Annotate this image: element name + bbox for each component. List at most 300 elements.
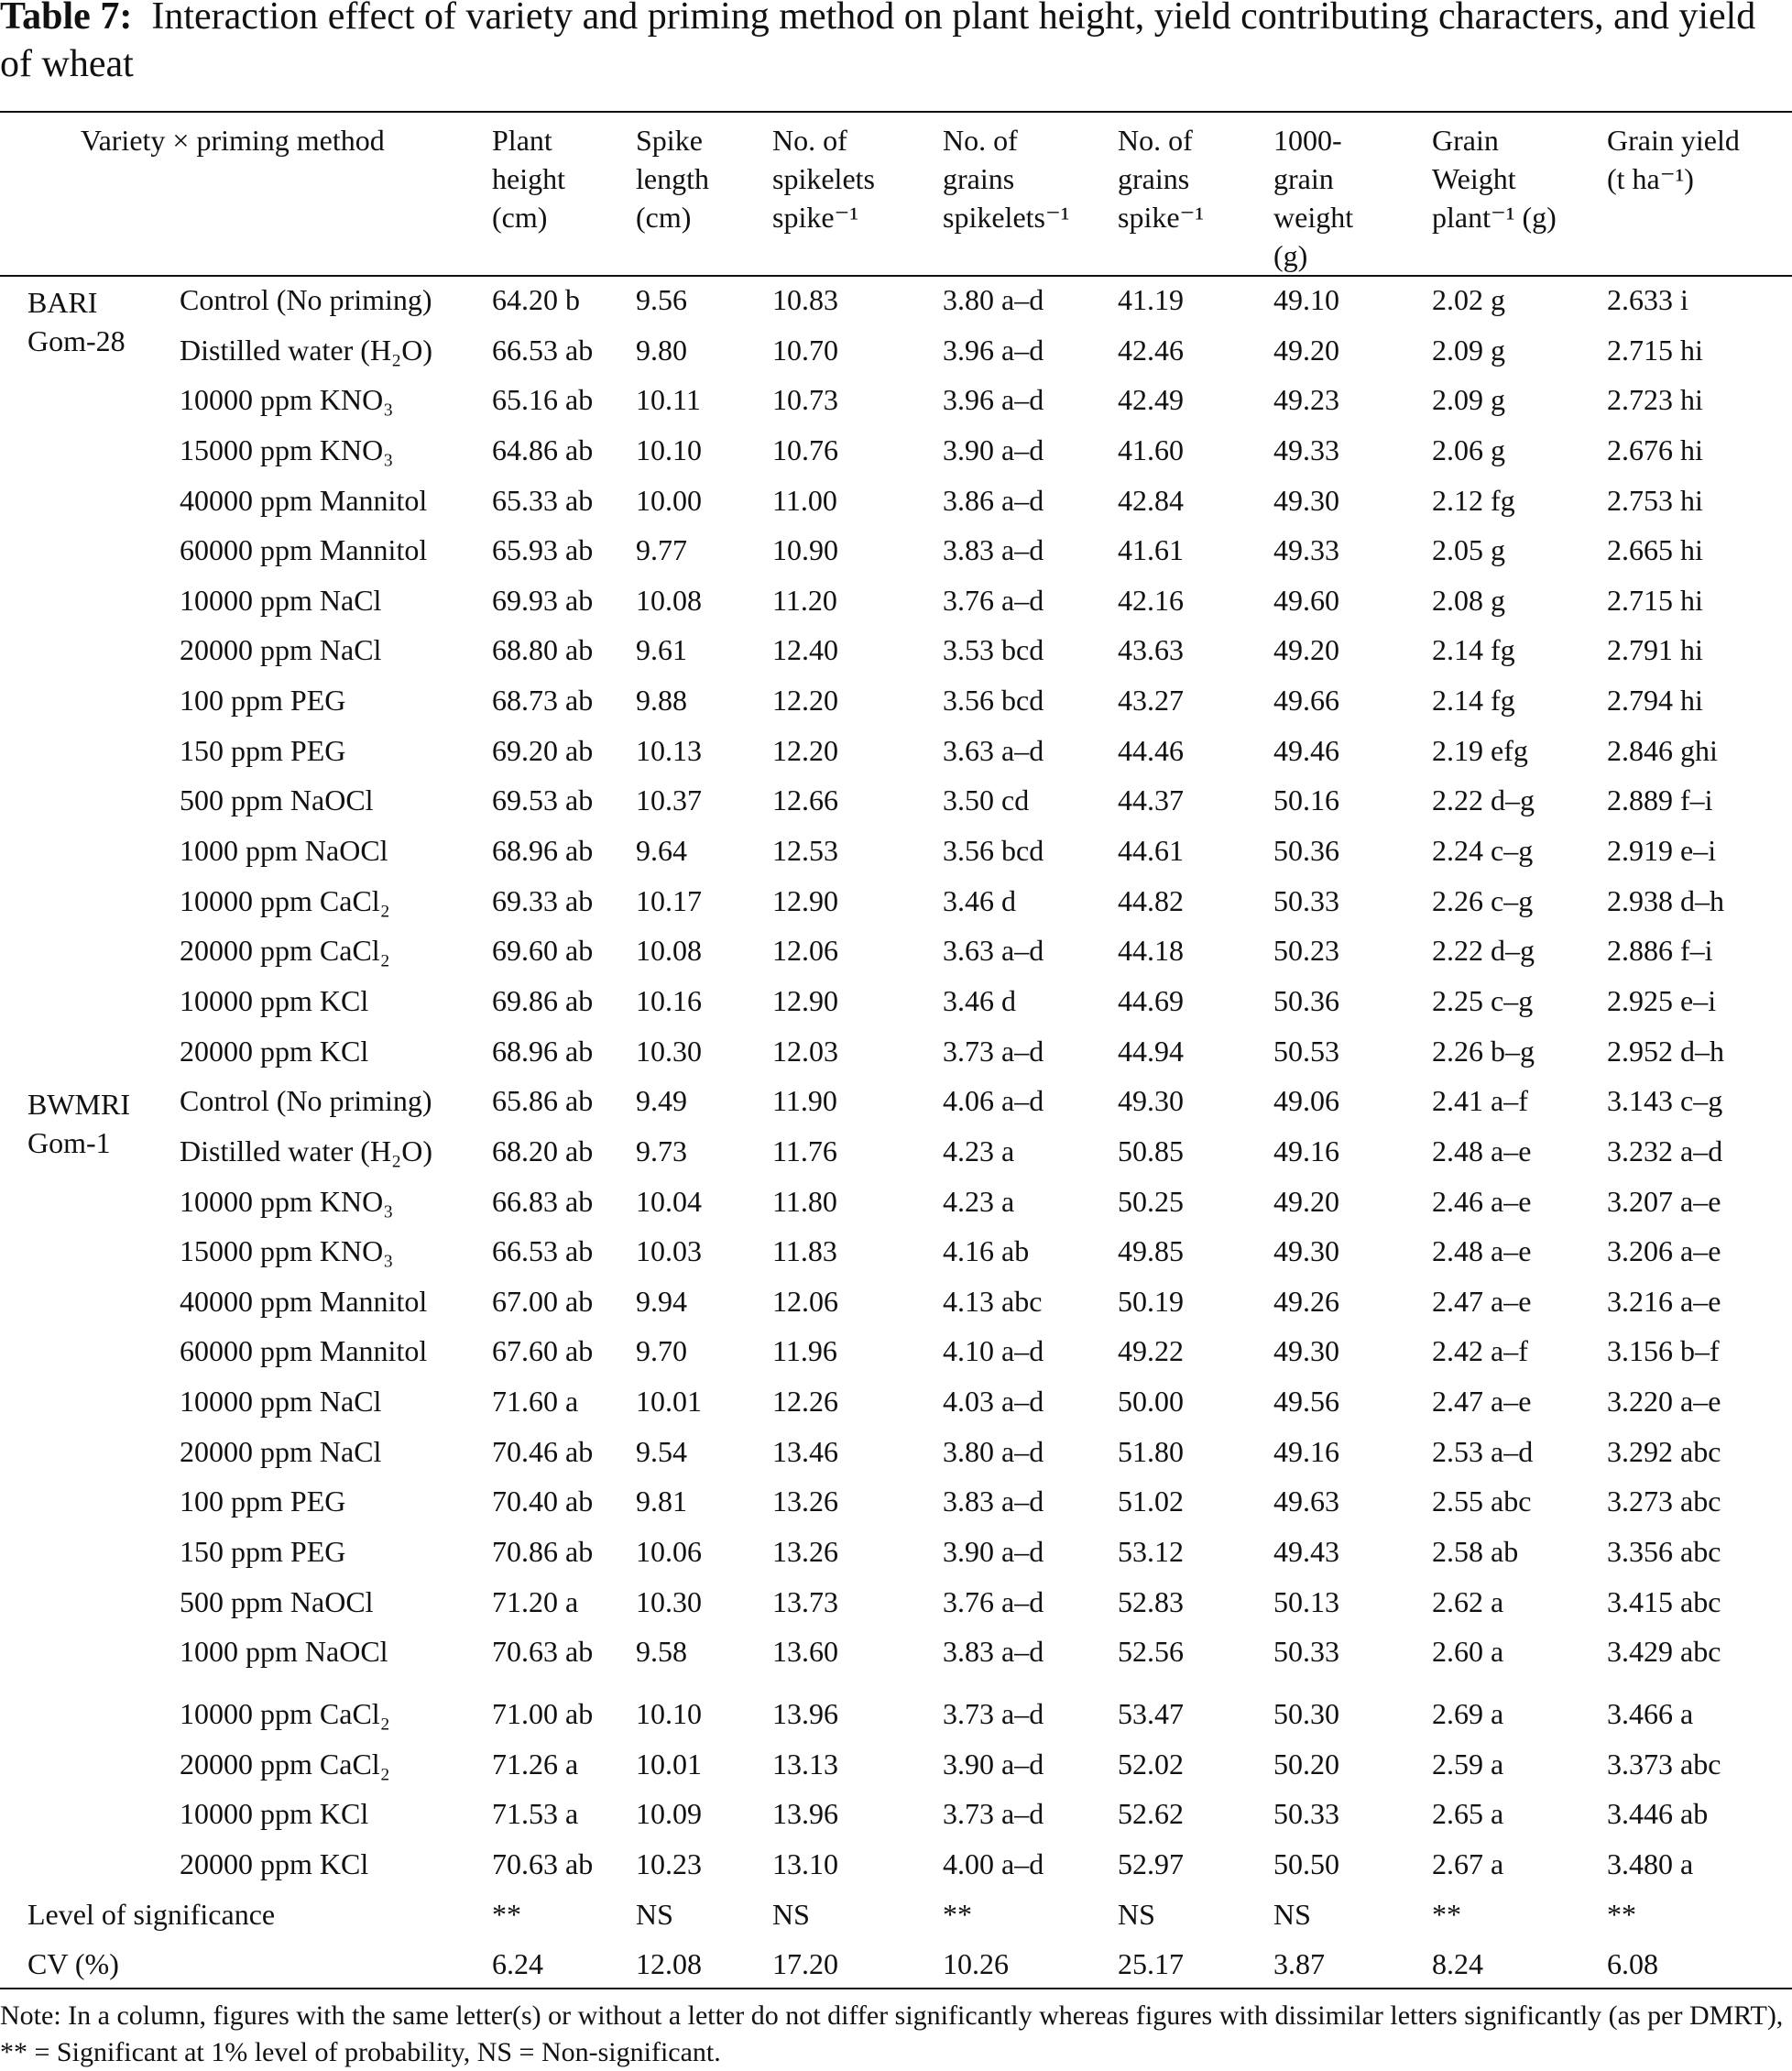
- value-cell: 4.23 a: [943, 1134, 1015, 1167]
- value-cell: 6.08: [1607, 1947, 1658, 1981]
- value-cell: 9.64: [636, 834, 687, 868]
- value-cell: 69.93 ab: [492, 583, 594, 617]
- treatment-cell: 20000 ppm CaCl₂: [180, 934, 390, 968]
- value-cell: 2.633 i: [1607, 283, 1688, 316]
- table-row: [0, 1627, 1792, 1677]
- value-cell: 69.53 ab: [492, 783, 594, 817]
- value-cell: 2.25 c–g: [1432, 983, 1534, 1017]
- value-cell: 65.93 ab: [492, 533, 594, 567]
- treatment-cell: 10000 ppm KCl: [180, 1797, 369, 1831]
- value-cell: 2.925 e–i: [1607, 983, 1717, 1017]
- value-cell: 12.20: [772, 733, 838, 767]
- value-cell: 71.60 a: [492, 1385, 579, 1419]
- value-cell: 49.22: [1118, 1334, 1184, 1368]
- value-cell: 13.96: [772, 1797, 838, 1831]
- value-cell: 50.19: [1118, 1284, 1184, 1318]
- value-cell: 9.94: [636, 1284, 687, 1318]
- treatment-cell: 10000 ppm CaCl₂: [180, 1696, 390, 1730]
- treatment-cell: 1000 ppm NaOCl: [180, 834, 388, 868]
- treatment-cell: Control (No priming): [180, 283, 432, 316]
- value-cell: 10.70: [772, 333, 838, 367]
- value-cell: 71.20 a: [492, 1584, 579, 1618]
- value-cell: 4.16 ab: [943, 1234, 1030, 1268]
- table-row: [0, 826, 1792, 876]
- value-cell: 2.09 g: [1432, 383, 1505, 417]
- value-cell: 12.08: [636, 1947, 702, 1981]
- value-cell: 3.156 b–f: [1607, 1334, 1720, 1368]
- value-cell: 3.76 a–d: [943, 1584, 1044, 1618]
- table-body: [0, 275, 1792, 1989]
- header-column-3: [772, 121, 875, 236]
- table-row: [0, 425, 1792, 476]
- value-cell: 3.56 bcd: [943, 834, 1044, 868]
- value-cell: 53.12: [1118, 1535, 1184, 1569]
- value-cell: 2.753 hi: [1607, 483, 1703, 517]
- value-cell: 2.05 g: [1432, 533, 1505, 567]
- value-cell: 2.889 f–i: [1607, 783, 1713, 817]
- value-cell: 3.466 a: [1607, 1696, 1694, 1730]
- value-cell: 50.23: [1273, 934, 1339, 968]
- value-cell: 49.63: [1273, 1485, 1339, 1518]
- value-cell: 67.00 ab: [492, 1284, 594, 1318]
- value-cell: 2.08 g: [1432, 583, 1505, 617]
- value-cell: 11.20: [772, 583, 837, 617]
- value-cell: 50.16: [1273, 783, 1339, 817]
- value-cell: 13.26: [772, 1535, 838, 1569]
- value-cell: 2.715 hi: [1607, 583, 1703, 617]
- value-cell: 12.90: [772, 883, 838, 917]
- value-cell: 42.49: [1118, 383, 1184, 417]
- treatment-cell: 15000 ppm KNO₃: [180, 1234, 394, 1268]
- value-cell: 3.292 abc: [1607, 1434, 1721, 1468]
- value-cell: 52.62: [1118, 1797, 1184, 1831]
- value-cell: 12.20: [772, 684, 838, 718]
- header-line: (cm): [492, 201, 548, 234]
- variety-name-line: Gom-1: [27, 1126, 111, 1159]
- top-rule: [0, 111, 1792, 113]
- table-row: [0, 1376, 1792, 1427]
- value-cell: 51.80: [1118, 1434, 1184, 1468]
- value-cell: 68.80 ab: [492, 633, 594, 667]
- table-row: [0, 926, 1792, 976]
- value-cell: 3.63 a–d: [943, 934, 1044, 968]
- value-cell: 52.02: [1118, 1747, 1184, 1781]
- value-cell: 51.02: [1118, 1485, 1184, 1518]
- value-cell: 12.03: [772, 1034, 838, 1068]
- value-cell: 44.37: [1118, 783, 1184, 817]
- value-cell: 9.73: [636, 1134, 687, 1167]
- value-cell: 50.50: [1273, 1846, 1339, 1880]
- value-cell: 49.56: [1273, 1385, 1339, 1419]
- variety-label: [27, 283, 126, 360]
- header-line: spike⁻¹: [772, 201, 859, 234]
- table-row: [0, 1839, 1792, 1890]
- value-cell: 3.273 abc: [1607, 1485, 1721, 1518]
- value-cell: 50.20: [1273, 1747, 1339, 1781]
- value-cell: 3.96 a–d: [943, 383, 1044, 417]
- treatment-cell: Control (No priming): [180, 1084, 432, 1118]
- header-column-1: [492, 121, 565, 236]
- value-cell: 2.794 hi: [1607, 684, 1703, 718]
- value-cell: 2.53 a–d: [1432, 1434, 1534, 1468]
- value-cell: 10.26: [943, 1947, 1009, 1981]
- value-cell: 49.60: [1273, 583, 1339, 617]
- header-column-5: [1118, 121, 1204, 236]
- value-cell: 64.20 b: [492, 283, 580, 316]
- table-row: [0, 1689, 1792, 1739]
- treatment-cell: 10000 ppm NaCl: [180, 1385, 382, 1419]
- value-cell: 66.53 ab: [492, 1234, 594, 1268]
- treatment-cell: 10000 ppm KCl: [180, 983, 369, 1017]
- value-cell: 3.206 a–e: [1607, 1234, 1721, 1268]
- value-cell: NS: [636, 1897, 673, 1931]
- treatment-cell: 20000 ppm KCl: [180, 1846, 369, 1880]
- value-cell: 9.56: [636, 283, 687, 316]
- value-cell: 2.12 fg: [1432, 483, 1515, 517]
- value-cell: 71.00 ab: [492, 1696, 594, 1730]
- treatment-cell: 15000 ppm KNO₃: [180, 433, 394, 466]
- value-cell: 10.06: [636, 1535, 702, 1569]
- value-cell: 2.09 g: [1432, 333, 1505, 367]
- value-cell: 71.53 a: [492, 1797, 579, 1831]
- value-cell: NS: [1273, 1897, 1311, 1931]
- value-cell: 10.08: [636, 583, 702, 617]
- value-cell: 2.791 hi: [1607, 633, 1703, 667]
- value-cell: 2.22 d–g: [1432, 783, 1535, 817]
- treatment-cell: 10000 ppm KNO₃: [180, 383, 394, 417]
- value-cell: 65.16 ab: [492, 383, 594, 417]
- value-cell: 50.25: [1118, 1184, 1184, 1218]
- header-line: spike⁻¹: [1118, 201, 1205, 234]
- treatment-cell: 100 ppm PEG: [180, 684, 346, 718]
- value-cell: 3.73 a–d: [943, 1797, 1044, 1831]
- value-cell: 17.20: [772, 1947, 838, 1981]
- value-cell: 9.54: [636, 1434, 687, 1468]
- value-cell: 2.22 d–g: [1432, 934, 1535, 968]
- value-cell: 12.40: [772, 633, 838, 667]
- value-cell: 10.01: [636, 1747, 702, 1781]
- value-cell: 50.30: [1273, 1696, 1339, 1730]
- value-cell: 3.373 abc: [1607, 1747, 1721, 1781]
- value-cell: 10.00: [636, 483, 702, 517]
- treatment-cell: 1000 ppm NaOCl: [180, 1635, 388, 1669]
- value-cell: 10.13: [636, 733, 702, 767]
- table-row: [0, 1226, 1792, 1277]
- treatment-cell: 20000 ppm NaCl: [180, 633, 382, 667]
- value-cell: 69.86 ab: [492, 983, 594, 1017]
- value-cell: 65.33 ab: [492, 483, 594, 517]
- table-row: [0, 375, 1792, 425]
- value-cell: 12.90: [772, 983, 838, 1017]
- value-cell: 25.17: [1118, 1947, 1184, 1981]
- value-cell: 50.00: [1118, 1385, 1184, 1419]
- value-cell: 3.216 a–e: [1607, 1284, 1721, 1318]
- value-cell: 2.846 ghi: [1607, 733, 1718, 767]
- table-row: [0, 1177, 1792, 1227]
- value-cell: 41.61: [1118, 533, 1184, 567]
- value-cell: 49.30: [1273, 1334, 1339, 1368]
- value-cell: 49.23: [1273, 383, 1339, 417]
- value-cell: 44.18: [1118, 934, 1184, 968]
- value-cell: 41.60: [1118, 433, 1184, 466]
- table-row: [0, 1076, 1792, 1126]
- value-cell: 9.88: [636, 684, 687, 718]
- treatment-cell: 500 ppm NaOCl: [180, 1584, 374, 1618]
- value-cell: 3.53 bcd: [943, 633, 1044, 667]
- value-cell: 10.17: [636, 883, 702, 917]
- header-line: spikelets: [772, 162, 875, 195]
- significance-row: [0, 1890, 1792, 1940]
- value-cell: 52.56: [1118, 1635, 1184, 1669]
- value-cell: 68.20 ab: [492, 1134, 594, 1167]
- value-cell: 49.33: [1273, 433, 1339, 466]
- value-cell: 66.83 ab: [492, 1184, 594, 1218]
- value-cell: 10.76: [772, 433, 838, 466]
- value-cell: 41.19: [1118, 283, 1184, 316]
- treatment-cell: 10000 ppm CaCl₂: [180, 883, 390, 917]
- value-cell: 50.36: [1273, 834, 1339, 868]
- value-cell: 11.90: [772, 1084, 837, 1118]
- value-cell: **: [943, 1897, 972, 1931]
- value-cell: 13.13: [772, 1747, 838, 1781]
- value-cell: 13.26: [772, 1485, 838, 1518]
- header-column-2: [636, 121, 709, 236]
- header-line: No. of: [772, 124, 847, 157]
- value-cell: 13.96: [772, 1696, 838, 1730]
- table-row: [0, 876, 1792, 926]
- value-cell: 2.14 fg: [1432, 684, 1515, 718]
- header-column-4: [943, 121, 1069, 236]
- value-cell: 44.61: [1118, 834, 1184, 868]
- value-cell: NS: [1118, 1897, 1155, 1931]
- value-cell: 49.20: [1273, 333, 1339, 367]
- header-variety-priming: Variety × priming method: [81, 124, 385, 157]
- value-cell: 43.27: [1118, 684, 1184, 718]
- table-row: [0, 1577, 1792, 1627]
- value-cell: 3.46 d: [943, 983, 1016, 1017]
- value-cell: 10.08: [636, 934, 702, 968]
- value-cell: 2.665 hi: [1607, 533, 1703, 567]
- table-row: [0, 1026, 1792, 1077]
- value-cell: 44.46: [1118, 733, 1184, 767]
- table-row: [0, 1789, 1792, 1839]
- table-row: [0, 775, 1792, 826]
- value-cell: 69.20 ab: [492, 733, 594, 767]
- value-cell: 44.94: [1118, 1034, 1184, 1068]
- header-column-7: [1432, 121, 1557, 236]
- value-cell: 13.10: [772, 1846, 838, 1880]
- value-cell: 69.60 ab: [492, 934, 594, 968]
- value-cell: 3.50 cd: [943, 783, 1030, 817]
- table-row: [0, 275, 1792, 325]
- value-cell: 2.26 c–g: [1432, 883, 1534, 917]
- value-cell: **: [1432, 1897, 1461, 1931]
- table-label: Table 7:: [0, 0, 133, 38]
- value-cell: 10.30: [636, 1584, 702, 1618]
- value-cell: 2.67 a: [1432, 1846, 1504, 1880]
- header-line: Grain: [1432, 124, 1499, 157]
- value-cell: 3.76 a–d: [943, 583, 1044, 617]
- value-cell: 2.46 a–e: [1432, 1184, 1532, 1218]
- value-cell: 2.723 hi: [1607, 383, 1703, 417]
- value-cell: 2.06 g: [1432, 433, 1505, 466]
- value-cell: 4.06 a–d: [943, 1084, 1044, 1118]
- value-cell: 49.46: [1273, 733, 1339, 767]
- table-title: Interaction effect of variety and priming method on plant height, yield contributing characters, and yield of wheat: [0, 0, 1756, 85]
- value-cell: 2.919 e–i: [1607, 834, 1717, 868]
- value-cell: 4.00 a–d: [943, 1846, 1044, 1880]
- value-cell: 49.66: [1273, 684, 1339, 718]
- value-cell: 10.10: [636, 1696, 702, 1730]
- header-line: grains: [943, 162, 1015, 195]
- value-cell: 10.83: [772, 283, 838, 316]
- value-cell: 2.65 a: [1432, 1797, 1504, 1831]
- header-line: Weight: [1432, 162, 1516, 195]
- value-cell: 11.76: [772, 1134, 837, 1167]
- value-cell: 10.37: [636, 783, 702, 817]
- value-cell: 3.90 a–d: [943, 433, 1044, 466]
- value-cell: 52.97: [1118, 1846, 1184, 1880]
- value-cell: 42.16: [1118, 583, 1184, 617]
- value-cell: 3.90 a–d: [943, 1747, 1044, 1781]
- table-row: [0, 1427, 1792, 1477]
- value-cell: NS: [772, 1897, 810, 1931]
- value-cell: 10.30: [636, 1034, 702, 1068]
- value-cell: 49.43: [1273, 1535, 1339, 1569]
- treatment-cell: Distilled water (H₂O): [180, 1134, 432, 1167]
- table-row: [0, 1277, 1792, 1327]
- value-cell: 12.53: [772, 834, 838, 868]
- value-cell: 71.26 a: [492, 1747, 579, 1781]
- value-cell: 65.86 ab: [492, 1084, 594, 1118]
- value-cell: 3.56 bcd: [943, 684, 1044, 718]
- value-cell: 2.19 efg: [1432, 733, 1528, 767]
- value-cell: 70.63 ab: [492, 1846, 594, 1880]
- value-cell: 50.13: [1273, 1584, 1339, 1618]
- value-cell: 4.10 a–d: [943, 1334, 1044, 1368]
- value-cell: 11.00: [772, 483, 837, 517]
- value-cell: 2.47 a–e: [1432, 1385, 1532, 1419]
- table-row: [0, 1326, 1792, 1376]
- value-cell: 13.73: [772, 1584, 838, 1618]
- value-cell: 50.33: [1273, 883, 1339, 917]
- value-cell: 12.66: [772, 783, 838, 817]
- value-cell: 10.16: [636, 983, 702, 1017]
- treatment-cell: 60000 ppm Mannitol: [180, 533, 428, 567]
- value-cell: 9.77: [636, 533, 687, 567]
- value-cell: 50.33: [1273, 1635, 1339, 1669]
- value-cell: 2.48 a–e: [1432, 1234, 1532, 1268]
- table-row: [0, 476, 1792, 526]
- value-cell: 49.06: [1273, 1084, 1339, 1118]
- treatment-cell: 60000 ppm Mannitol: [180, 1334, 428, 1368]
- value-cell: 2.26 b–g: [1432, 1034, 1535, 1068]
- value-cell: 11.83: [772, 1234, 837, 1268]
- value-cell: 3.73 a–d: [943, 1696, 1044, 1730]
- value-cell: 3.143 c–g: [1607, 1084, 1723, 1118]
- table-row: [0, 675, 1792, 726]
- value-cell: **: [492, 1897, 521, 1931]
- header-line: (t ha⁻¹): [1607, 162, 1694, 195]
- header-line: (cm): [636, 201, 692, 234]
- value-cell: 10.04: [636, 1184, 702, 1218]
- value-cell: 9.61: [636, 633, 687, 667]
- value-cell: 50.36: [1273, 983, 1339, 1017]
- value-cell: 52.83: [1118, 1584, 1184, 1618]
- value-cell: 11.80: [772, 1184, 837, 1218]
- treatment-cell: 100 ppm PEG: [180, 1485, 346, 1518]
- value-cell: 10.10: [636, 433, 702, 466]
- treatment-cell: 10000 ppm KNO₃: [180, 1184, 394, 1218]
- header-column-8: [1607, 121, 1740, 198]
- value-cell: 2.952 d–h: [1607, 1034, 1724, 1068]
- value-cell: 44.69: [1118, 983, 1184, 1017]
- value-cell: 42.46: [1118, 333, 1184, 367]
- value-cell: 49.16: [1273, 1134, 1339, 1167]
- table-row: [0, 1476, 1792, 1527]
- value-cell: 2.41 a–f: [1432, 1084, 1528, 1118]
- table-row: [0, 525, 1792, 575]
- value-cell: 49.30: [1273, 483, 1339, 517]
- treatment-cell: 20000 ppm NaCl: [180, 1434, 382, 1468]
- value-cell: 3.73 a–d: [943, 1034, 1044, 1068]
- header-line: No. of: [1118, 124, 1193, 157]
- value-cell: 3.83 a–d: [943, 1485, 1044, 1518]
- treatment-cell: 20000 ppm CaCl₂: [180, 1747, 390, 1781]
- value-cell: 2.42 a–f: [1432, 1334, 1528, 1368]
- value-cell: 49.20: [1273, 633, 1339, 667]
- value-cell: 3.83 a–d: [943, 533, 1044, 567]
- value-cell: 2.62 a: [1432, 1584, 1504, 1618]
- treatment-cell: Distilled water (H₂O): [180, 333, 432, 367]
- value-cell: 9.49: [636, 1084, 687, 1118]
- value-cell: 49.85: [1118, 1234, 1184, 1268]
- value-cell: 3.480 a: [1607, 1846, 1694, 1880]
- value-cell: 68.73 ab: [492, 684, 594, 718]
- value-cell: 3.96 a–d: [943, 333, 1044, 367]
- header-line: plant⁻¹ (g): [1432, 201, 1557, 234]
- value-cell: 10.01: [636, 1385, 702, 1419]
- header-column-6: [1273, 121, 1353, 275]
- value-cell: 2.55 abc: [1432, 1485, 1532, 1518]
- value-cell: 9.81: [636, 1485, 687, 1518]
- value-cell: 70.46 ab: [492, 1434, 594, 1468]
- value-cell: 2.02 g: [1432, 283, 1505, 316]
- variety-name-line: BARI: [27, 286, 98, 319]
- header-line: length: [636, 162, 709, 195]
- value-cell: 13.60: [772, 1635, 838, 1669]
- value-cell: 10.90: [772, 533, 838, 567]
- value-cell: 10.73: [772, 383, 838, 417]
- value-cell: 3.80 a–d: [943, 1434, 1044, 1468]
- cv-row: [0, 1939, 1792, 1989]
- header-line: grains: [1118, 162, 1190, 195]
- value-cell: 70.40 ab: [492, 1485, 594, 1518]
- value-cell: 3.46 d: [943, 883, 1016, 917]
- header-line: 1000-: [1273, 124, 1342, 157]
- value-cell: 44.82: [1118, 883, 1184, 917]
- value-cell: 2.24 c–g: [1432, 834, 1534, 868]
- value-cell: 9.58: [636, 1635, 687, 1669]
- value-cell: 64.86 ab: [492, 433, 594, 466]
- value-cell: 49.20: [1273, 1184, 1339, 1218]
- value-cell: 66.53 ab: [492, 333, 594, 367]
- header-line: height: [492, 162, 565, 195]
- value-cell: 4.23 a: [943, 1184, 1015, 1218]
- value-cell: 3.90 a–d: [943, 1535, 1044, 1569]
- value-cell: 3.220 a–e: [1607, 1385, 1721, 1419]
- header-line: spikelets⁻¹: [943, 201, 1070, 234]
